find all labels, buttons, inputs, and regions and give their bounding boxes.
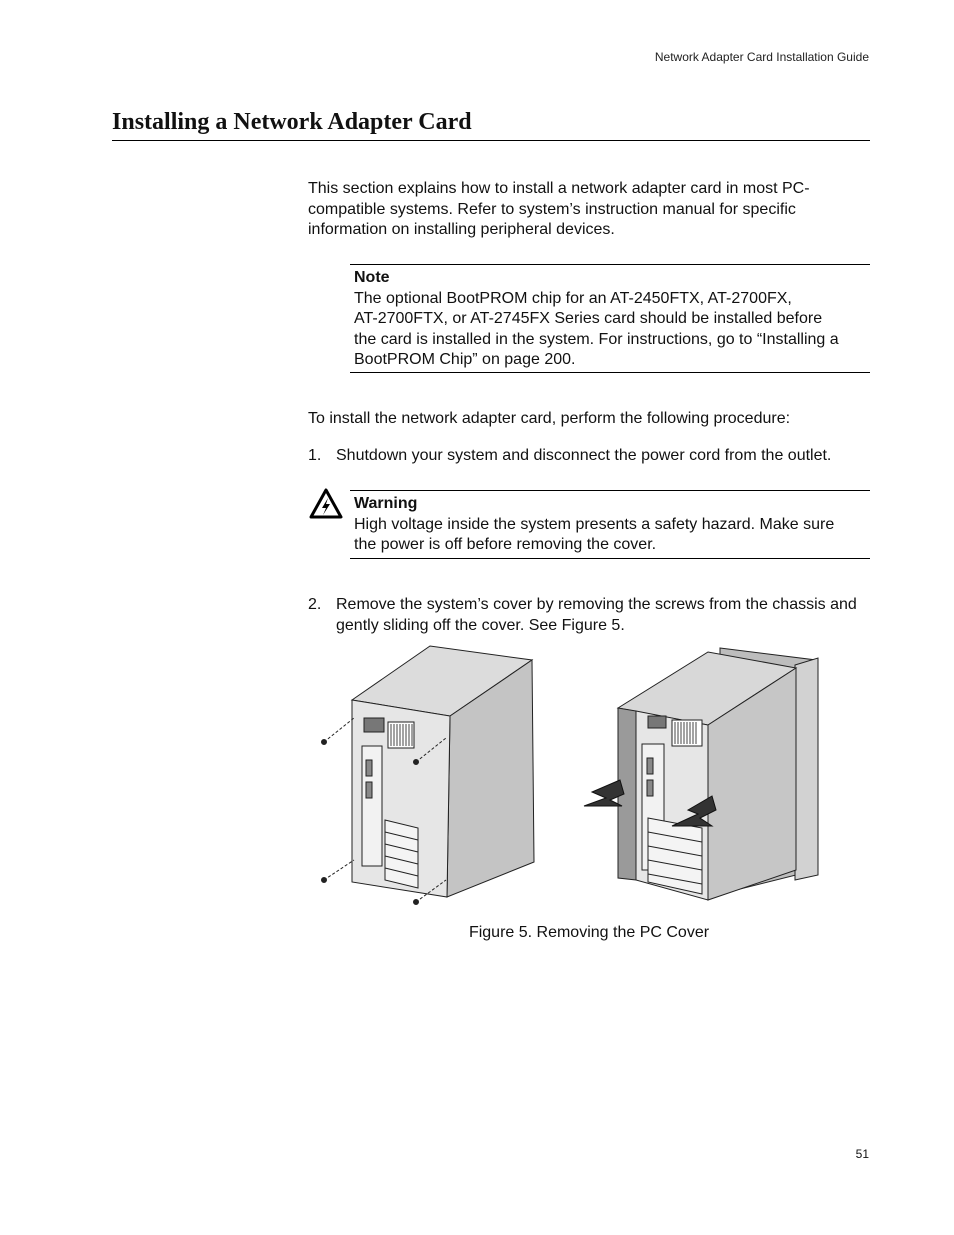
step-number: 1. <box>308 447 322 464</box>
note-line: the card is installed in the system. For instructions, go to “Installing a <box>354 330 839 348</box>
pc-cover-removal-figure <box>312 640 832 910</box>
figure-caption: Figure 5. Removing the PC Cover <box>468 924 710 941</box>
step-text: Shutdown your system and disconnect the power cord from the outlet. <box>336 447 832 464</box>
page-number: 51 <box>855 1147 869 1161</box>
procedure-lead: To install the network adapter card, perform the following procedure: <box>308 410 791 427</box>
note-line: BootPROM Chip” on page 200. <box>354 351 576 368</box>
note-callout <box>350 264 870 373</box>
warning-callout <box>350 490 870 559</box>
pc-tower-open <box>618 648 818 900</box>
step-number: 2. <box>308 596 322 613</box>
high-voltage-warning-icon <box>309 488 343 520</box>
note-label: Note <box>354 269 390 286</box>
warning-line: High voltage inside the system presents a safety hazard. Make sure <box>354 515 835 533</box>
warning-line: the power is off before removing the cover. <box>354 536 657 553</box>
section-title: Installing a Network Adapter Card <box>112 106 870 141</box>
step-text: Remove the system’s cover by removing the screws from the chassis and gently sliding off the cover. See Figure 5. <box>336 596 857 634</box>
note-line: AT-2700FTX, or AT-2745FX Series card should be installed before <box>354 310 823 327</box>
note-line: The optional BootPROM chip for an AT-2450FTX, AT-2700FX, <box>354 289 792 307</box>
pc-tower-closed <box>352 646 534 897</box>
warning-label: Warning <box>354 495 418 512</box>
intro-paragraph: This section explains how to install a network adapter card in most PC-compatible systems. Refer to system’s instruction manual for specific information on installing peripheral devices. <box>308 180 810 238</box>
running-header: Network Adapter Card Installation Guide <box>654 50 869 64</box>
